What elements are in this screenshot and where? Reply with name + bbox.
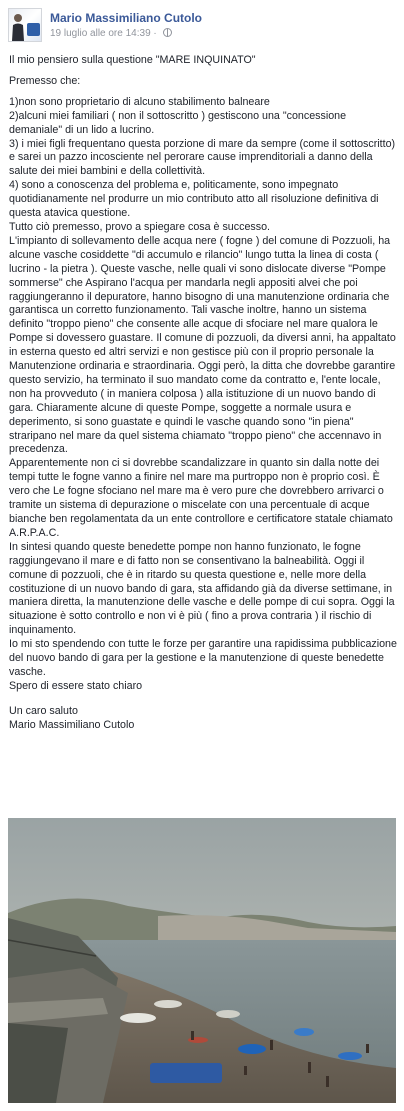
premise-item: 3) i miei figli frequentano questa porzione di mare da sempre (come il sottoscritto) e sarei un pazzo incosciente nel perorare cause imprenditoriali a danno della salute dei miei bambini e della collettività. bbox=[9, 137, 396, 178]
post-paragraph: Tutto ciò premesso, provo a spiegare cosa è successo. bbox=[9, 220, 270, 233]
post-paragraph: Io mi sto spendendo con tutte le forze per garantire una rapidissima pubblicazione del nuovo bando di gara per la gestione e la manutenzione di queste benedette vasche. bbox=[9, 638, 397, 678]
beach-photo[interactable] bbox=[8, 818, 396, 1103]
person-icon bbox=[11, 13, 25, 41]
post-meta bbox=[50, 28, 172, 39]
post-timestamp[interactable]: 19 luglio alle ore 14:39 · bbox=[50, 28, 160, 39]
premise-item: 2)alcuni miei familiari ( non il sottoscritto ) gestiscono una "concessione demaniale" di un lido a lucrino. bbox=[9, 109, 347, 136]
premise-item: 4) sono a conoscenza del problema e, politicamente, sono impegnato quotidianamente nel produrre un mio contributo atto all risoluzione definitiva di questa atavica questione. bbox=[9, 179, 379, 220]
post-header bbox=[8, 8, 398, 42]
globe-icon bbox=[163, 28, 172, 37]
party-logo-icon bbox=[27, 23, 40, 36]
premise-heading: Premesso che: bbox=[9, 74, 81, 87]
post-paragraph: Apparentemente non ci si dovrebbe scandalizzare in quanto sin dalla notte dei tempi tutte le fogne vanno a finire nel mare ma purtroppo non è proprio così. È vero che Le fogne sfociano nel mare ma è vero pure che dovrebbero arrivarci o tramite un sistema di depurazione o miscelate con una percentuale di acque bianche ben regolamentata da un ente controllore e certificatore statale chiamato A.R.P.A.C. bbox=[9, 457, 393, 539]
closing-greeting: Un caro saluto bbox=[9, 704, 78, 717]
post-paragraph: L'impianto di sollevamento delle acqua nere ( fogne ) del comune di Pozzuoli, ha alcune vasche cosiddette "di accumulo e rilancio" lungo tutta la linea di costa ( lucrino - la pietra ). Queste vasche, nelle quali vi sono dislocate diverse "Pompe sommerse" che Aspirano l'acqua per mandarla negli appositi alvei che poi raggiungeranno il depuratore, hanno bisogno di una manutenzione ordinaria che garantisca un corretto funzionamento. Tali vasche inoltre, hanno un sistema definito "troppo pieno" che consente alle acque di sfociare nel mare qualora le Pompe si dovessero guastare. Il comune di pozzuoli, da diversi anni, ha appaltato in esterna questo ed altri servizi e non gestisce più con il proprio personale la Manutenzione ordinaria e straordinaria. Oggi però, la ditta che dovrebbe garantire questo servizio, ha terminato il suo mandato come da contratto e, l'ente locale, non ha provveduto ( in maniera colposa ) alla istituzione di un nuovo bando di gara. Chiaramente alcune di queste Pompe, soggette a normale usura e deperimento, si sono guastate e quindi le vasche quando sono "in piena" straripano nel mare da quel sistema chiamato "troppo pieno" che accennavo in precedenza. bbox=[9, 234, 396, 456]
premise-item: 1)non sono proprietario di alcuno stabilimento balneare bbox=[9, 95, 270, 108]
post-paragraph: Spero di essere stato chiaro bbox=[9, 679, 143, 692]
author-name[interactable]: Mario Massimiliano Cutolo bbox=[50, 11, 203, 25]
closing-signature: Mario Massimiliano Cutolo bbox=[9, 718, 135, 731]
avatar[interactable] bbox=[8, 8, 42, 42]
post-paragraph: In sintesi quando queste benedette pompe non hanno funzionato, le fogne raggiungevano il mare e di fatto non se consentivano la balneabilità. Oggi il comune di pozzuoli, che è in ritardo su questa questione e, nelle more della costituzione di un nuovo bando di gara, sta affidando già da diverse settimane, in maniera diretta, la manutenzione delle vasche e delle pompe di cui sopra. Oggi la situazione è sotto controllo e non vi è più ( fino a prova contraria ) il rischio di inquinamento. bbox=[9, 540, 395, 637]
post-title: Il mio pensiero sulla questione "MARE INQUINATO" bbox=[9, 54, 256, 66]
post-text bbox=[9, 54, 397, 733]
beach-photo-image bbox=[8, 818, 396, 1103]
